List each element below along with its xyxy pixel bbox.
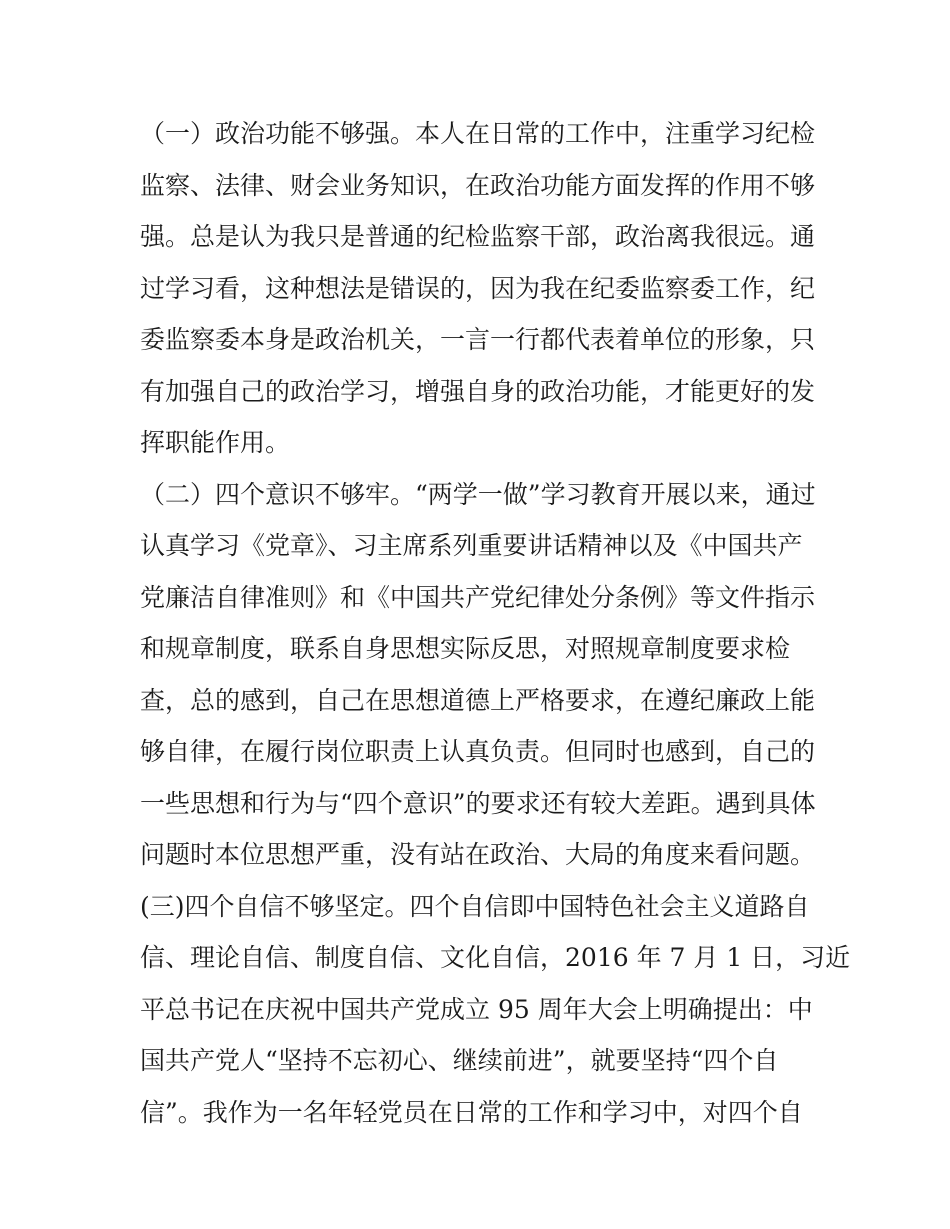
text-line: (三)四个自信不够坚定。四个自信即中国特色社会主义道路自: [140, 891, 810, 921]
text-line: 国共产党人“坚持不忘初心、继续前进”，就要坚持“四个自: [140, 1046, 779, 1075]
text-line: 够自律，在履行岗位职责上认真负责。但同时也感到，自己的: [140, 737, 816, 766]
text-line: 监察、法律、财会业务知识，在政治功能方面发挥的作用不够: [140, 170, 816, 200]
text-line: 挥职能作用。: [140, 428, 291, 457]
text-line: 强。总是认为我只是普通的纪检监察干部，政治离我很远。通: [140, 222, 816, 251]
text-line: 问题时本位思想严重，没有站在政治、大局的角度来看问题。: [140, 840, 816, 869]
text-line: 和规章制度，联系自身思想实际反思，对照规章制度要求检: [140, 634, 791, 663]
text-line: 平总书记在庆祝中国共产党成立 95 周年大会上明确提出：中: [140, 994, 813, 1024]
text-line: 信、理论自信、制度自信、文化自信，2016 年 7 月 1 日，习近: [140, 943, 851, 972]
text-line: 委监察委本身是政治机关，一言一行都代表着单位的形象，只: [140, 325, 816, 354]
text-line: 一些思想和行为与“四个意识”的要求还有较大差距。遇到具体: [140, 788, 816, 818]
text-line: 信”。我作为一名年轻党员在日常的工作和学习中，对四个自: [140, 1097, 803, 1127]
text-line: 认真学习《党章》、习主席系列重要讲话精神以及《中国共产: [140, 531, 803, 560]
text-line: 党廉洁自律准则》和《中国共产党纪律处分条例》等文件指示: [140, 582, 816, 612]
text-line: （一）政治功能不够强。本人在日常的工作中，注重学习纪检: [140, 119, 816, 148]
text-line: 有加强自己的政治学习，增强自身的政治功能，才能更好的发: [140, 376, 816, 406]
text-line: （二）四个意识不够牢。“两学一做”学习教育开展以来，通过: [140, 479, 816, 509]
text-line: 查，总的感到，自己在思想道德上严格要求，在遵纪廉政上能: [140, 685, 816, 715]
body-text: [140, 108, 851, 1138]
text-line: 过学习看，这种想法是错误的，因为我在纪委监察委工作，纪: [140, 273, 816, 303]
